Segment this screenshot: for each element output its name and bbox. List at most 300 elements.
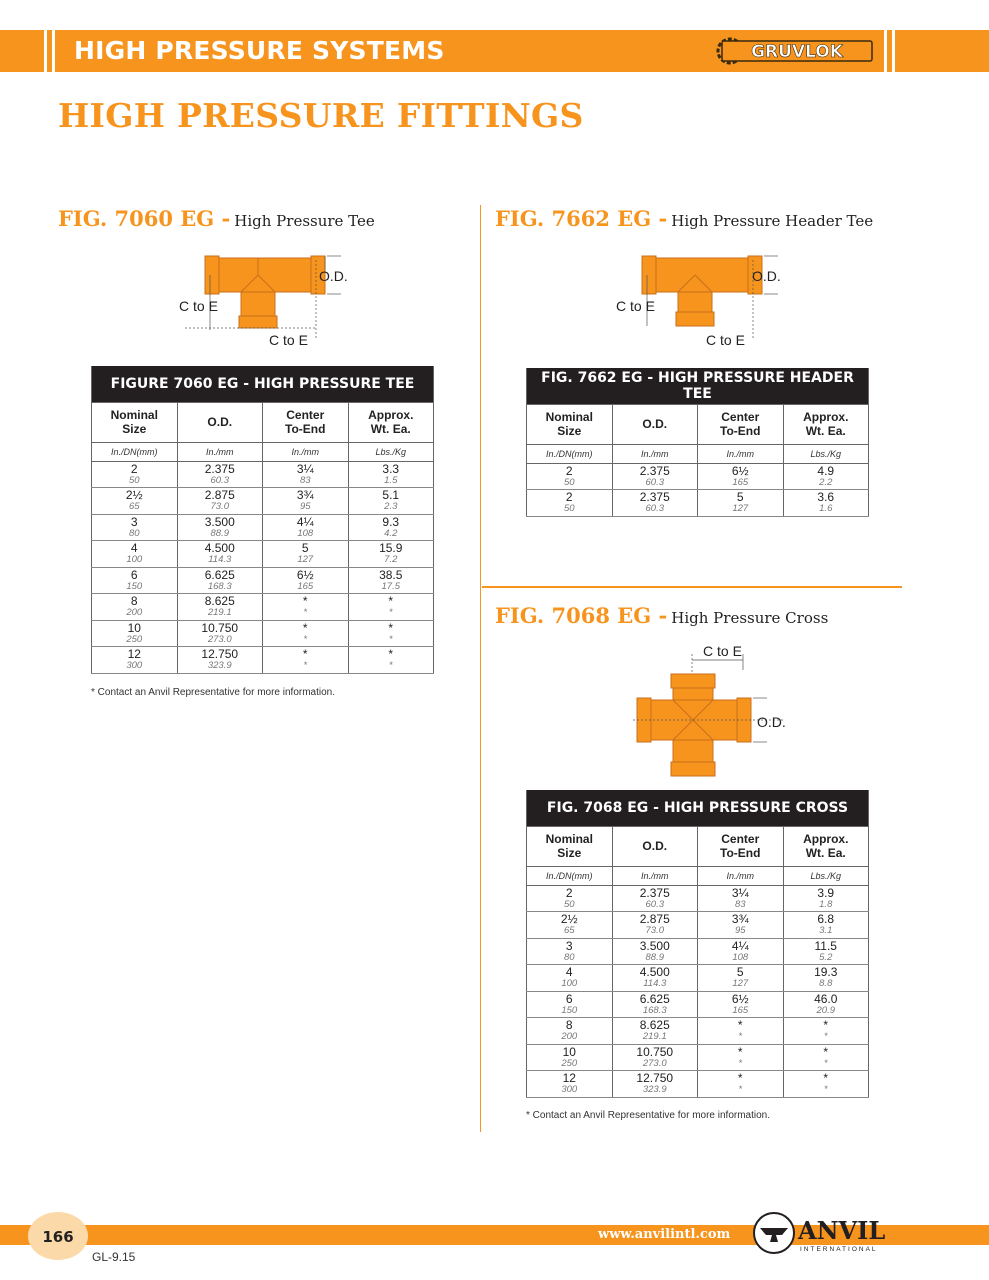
imperial-value: 6.625: [204, 567, 235, 582]
imperial-value: 10: [562, 1044, 576, 1059]
imperial-value: 6: [130, 567, 138, 582]
unit-label: In./mm: [177, 442, 263, 461]
fig-7060-title: FIG. 7060 EG -: [58, 206, 231, 231]
metric-value: 95: [299, 501, 311, 512]
table-cell: [263, 541, 349, 568]
metric-value: *: [388, 660, 393, 671]
imperial-value: 19.3: [814, 965, 838, 979]
imperial-value: 4: [565, 965, 573, 979]
unit-label: In./DN(mm): [92, 442, 178, 461]
table-cell: [612, 1044, 698, 1071]
table-cell: [612, 463, 698, 490]
fig-7068-subtitle: High Pressure Cross: [671, 609, 829, 627]
fig-7068-title: FIG. 7068 EG -: [495, 603, 668, 628]
table-row: [527, 1044, 869, 1071]
table-cell: [92, 541, 178, 568]
imperial-value: 3.500: [639, 938, 670, 953]
table-row: [92, 647, 434, 674]
metric-value: 2.2: [819, 476, 833, 488]
metric-value: 80: [563, 951, 575, 963]
table-cell: [263, 461, 349, 488]
imperial-value: 5: [301, 541, 309, 555]
table-cell: [177, 594, 263, 621]
table-cell: [177, 541, 263, 568]
metric-value: 150: [126, 580, 143, 592]
metric-value: 200: [561, 1031, 578, 1042]
unit-label: In./mm: [698, 444, 784, 463]
table-cell: [698, 912, 784, 939]
anvil-logo-subtext: INTERNATIONAL: [800, 1246, 878, 1253]
imperial-value: 3: [130, 514, 138, 529]
table-cell: [527, 938, 613, 965]
metric-value: 60.3: [645, 476, 664, 488]
metric-value: 127: [297, 554, 314, 565]
metric-value: 219.1: [207, 607, 232, 618]
imperial-value: 3: [565, 938, 573, 953]
imperial-value: 3¼: [731, 885, 749, 900]
fig-7662-heading: [495, 206, 873, 231]
table-cell: [783, 938, 869, 965]
metric-value: *: [303, 633, 308, 645]
table-cell: [263, 594, 349, 621]
metric-value: 273.0: [642, 1057, 667, 1069]
imperial-value: *: [302, 620, 308, 635]
table-cell: [783, 965, 869, 992]
table-row: [527, 938, 869, 965]
tee-od-label: O.D.: [319, 268, 348, 284]
table-cell: [263, 514, 349, 541]
metric-value: 3.1: [819, 925, 833, 936]
page-number: 166: [42, 1228, 74, 1246]
table-cell: [612, 991, 698, 1018]
metric-value: 1.5: [384, 474, 398, 486]
imperial-value: 2: [130, 461, 138, 476]
table-caption: FIG. 7662 EG - HIGH PRESSURE HEADER TEE: [527, 368, 869, 404]
metric-value: *: [738, 1084, 743, 1095]
column-header: O.D.: [612, 404, 698, 444]
metric-value: 65: [128, 501, 140, 512]
table-row: [527, 1071, 869, 1098]
metric-value: 8.8: [819, 978, 833, 989]
metric-value: 65: [563, 925, 575, 936]
table-cell: [527, 463, 613, 490]
table-cell: [783, 463, 869, 490]
metric-value: 250: [126, 633, 143, 645]
table-cell: [698, 938, 784, 965]
metric-value: 60.3: [645, 503, 664, 514]
table-cell: [92, 514, 178, 541]
imperial-value: 6½: [296, 567, 314, 582]
imperial-value: 8: [130, 594, 138, 608]
imperial-value: 4¼: [731, 938, 749, 953]
anvil-logo-text: ANVIL: [798, 1216, 886, 1245]
unit-label: In./mm: [612, 866, 698, 885]
imperial-value: 10.750: [636, 1044, 674, 1059]
imperial-value: *: [302, 594, 308, 608]
table-cell: [698, 490, 784, 517]
metric-value: *: [738, 1031, 743, 1042]
table-cell: [527, 991, 613, 1018]
table-row: [92, 514, 434, 541]
metric-value: 127: [732, 978, 749, 989]
metric-value: 60.3: [210, 474, 229, 486]
metric-value: *: [823, 1031, 828, 1042]
table-row: [527, 991, 869, 1018]
imperial-value: 2: [565, 885, 573, 900]
metric-value: 1.6: [819, 503, 833, 514]
table-cell: [783, 991, 869, 1018]
table-cell: [612, 912, 698, 939]
imperial-value: 3.500: [204, 514, 235, 529]
table-cell: [348, 620, 434, 647]
column-header: Approx. Wt. Ea.: [783, 826, 869, 866]
imperial-value: 12.750: [636, 1071, 674, 1085]
imperial-value: 2: [565, 490, 573, 504]
gruvlok-logo: [714, 36, 874, 66]
tee-c-to-e-left-label: C to E: [179, 298, 218, 314]
table-cell: [177, 567, 263, 594]
metric-value: 168.3: [207, 580, 232, 592]
metric-value: 95: [734, 925, 746, 936]
unit-label: In./mm: [612, 444, 698, 463]
metric-value: 323.9: [207, 660, 232, 671]
table-cell: [92, 647, 178, 674]
page-title: HIGH PRESSURE FITTINGS: [58, 96, 584, 135]
metric-value: 17.5: [381, 580, 400, 592]
table-cell: [92, 594, 178, 621]
table-row: [527, 885, 869, 912]
imperial-value: 8.625: [639, 1018, 670, 1032]
fig-7068-heading: [495, 603, 828, 628]
table-cell: [348, 514, 434, 541]
imperial-value: 8: [565, 1018, 573, 1032]
metric-value: 165: [732, 1004, 749, 1016]
table-row: [527, 965, 869, 992]
imperial-value: 38.5: [379, 567, 403, 582]
imperial-value: 2.375: [204, 461, 235, 476]
metric-value: 2.3: [384, 501, 398, 512]
table-cell: [348, 541, 434, 568]
imperial-value: *: [823, 1018, 829, 1032]
column-header: Nominal Size: [527, 826, 613, 866]
table-cell: [263, 567, 349, 594]
table-row: [92, 461, 434, 488]
table-cell: [612, 1071, 698, 1098]
metric-value: 300: [561, 1084, 578, 1095]
imperial-value: 15.9: [379, 541, 403, 555]
imperial-value: 6.625: [639, 991, 670, 1006]
metric-value: 150: [561, 1004, 578, 1016]
header-stripe: [892, 30, 895, 72]
table-cell: [527, 912, 613, 939]
table-row: [527, 1018, 869, 1045]
fig-7662-subtitle: High Pressure Header Tee: [671, 212, 874, 230]
table-caption: FIGURE 7060 EG - HIGH PRESSURE TEE: [92, 366, 434, 402]
metric-value: 88.9: [210, 527, 229, 539]
metric-value: 108: [732, 951, 749, 963]
imperial-value: 12: [562, 1071, 576, 1085]
metric-value: 300: [126, 660, 143, 671]
header-tee-od-label: O.D.: [752, 268, 781, 284]
imperial-value: 3.6: [817, 490, 835, 504]
metric-value: 114.3: [208, 554, 232, 565]
imperial-value: 6.8: [817, 912, 835, 926]
header-stripe: [44, 30, 47, 72]
tee-spec-table: [91, 366, 434, 674]
anvil-logo: [752, 1208, 910, 1258]
table-cell: [698, 991, 784, 1018]
table-cell: [698, 965, 784, 992]
imperial-value: 12: [127, 647, 141, 661]
imperial-value: 2.875: [639, 912, 670, 926]
table-cell: [527, 1044, 613, 1071]
metric-value: 7.2: [384, 554, 398, 565]
table-cell: [612, 938, 698, 965]
table-row: [92, 594, 434, 621]
table-cell: [177, 647, 263, 674]
table-cell: [612, 885, 698, 912]
metric-value: 50: [563, 503, 575, 514]
table-cell: [783, 1044, 869, 1071]
table-cell: [263, 647, 349, 674]
table-cell: [177, 461, 263, 488]
metric-value: 168.3: [642, 1004, 667, 1016]
column-header: Approx. Wt. Ea.: [783, 404, 869, 444]
table-cell: [698, 1071, 784, 1098]
metric-value: *: [823, 1057, 828, 1069]
unit-label: In./mm: [263, 442, 349, 461]
metric-value: 88.9: [645, 951, 664, 963]
imperial-value: 8.625: [204, 594, 235, 608]
table-cell: [348, 594, 434, 621]
metric-value: 4.2: [384, 527, 398, 539]
metric-value: 165: [297, 580, 314, 592]
imperial-value: *: [302, 647, 308, 661]
table-row: [527, 912, 869, 939]
section-divider: [482, 586, 902, 588]
metric-value: 1.8: [819, 898, 833, 910]
imperial-value: 11.5: [814, 938, 837, 953]
table-cell: [348, 488, 434, 515]
table-cell: [92, 488, 178, 515]
imperial-value: 12.750: [201, 647, 239, 661]
table-cell: [698, 1044, 784, 1071]
tee-c-to-e-bottom-label: C to E: [269, 332, 308, 348]
column-header: O.D.: [612, 826, 698, 866]
table-cell: [612, 1018, 698, 1045]
table-cell: [348, 461, 434, 488]
table-row: [92, 541, 434, 568]
imperial-value: 5: [736, 965, 744, 979]
table-cell: [783, 1018, 869, 1045]
unit-label: Lbs./Kg: [348, 442, 434, 461]
svg-text:GRUVLOK: GRUVLOK: [751, 42, 843, 62]
table-cell: [177, 620, 263, 647]
imperial-value: 4.9: [817, 463, 835, 478]
table-cell: [698, 1018, 784, 1045]
unit-label: Lbs./Kg: [783, 866, 869, 885]
tee-footnote: * Contact an Anvil Representative for more information.: [91, 687, 336, 698]
metric-value: 100: [561, 978, 578, 989]
imperial-value: 10: [127, 620, 141, 635]
metric-value: 250: [561, 1057, 578, 1069]
table-row: [527, 490, 869, 517]
table-cell: [612, 490, 698, 517]
metric-value: *: [388, 633, 393, 645]
metric-value: 50: [563, 898, 575, 910]
imperial-value: 46.0: [814, 991, 838, 1006]
metric-value: 165: [732, 476, 749, 488]
metric-value: 323.9: [642, 1084, 667, 1095]
table-row: [92, 620, 434, 647]
imperial-value: 2.875: [204, 488, 235, 502]
tee-diagram: [175, 250, 365, 350]
cross-c-to-e-label: C to E: [703, 643, 742, 659]
header-stripe: [884, 30, 887, 72]
metric-value: 273.0: [207, 633, 232, 645]
table-cell: [177, 488, 263, 515]
imperial-value: 5.1: [382, 488, 400, 502]
column-header: Center To-End: [698, 826, 784, 866]
table-row: [92, 488, 434, 515]
metric-value: 73.0: [210, 501, 229, 512]
imperial-value: *: [823, 1044, 829, 1059]
imperial-value: 3.9: [817, 885, 835, 900]
metric-value: 108: [297, 527, 314, 539]
imperial-value: 10.750: [201, 620, 239, 635]
cross-spec-table: [526, 790, 869, 1098]
imperial-value: 2.375: [639, 490, 670, 504]
imperial-value: 6½: [731, 991, 749, 1006]
unit-label: Lbs./Kg: [783, 444, 869, 463]
table-cell: [527, 1018, 613, 1045]
imperial-value: *: [388, 594, 394, 608]
header-tee-diagram: [612, 250, 802, 350]
table-cell: [527, 490, 613, 517]
fig-7662-title: FIG. 7662 EG -: [495, 206, 668, 231]
table-cell: [783, 885, 869, 912]
imperial-value: 3¼: [296, 461, 314, 476]
imperial-value: 4.500: [639, 965, 670, 979]
cross-diagram: [625, 640, 795, 785]
imperial-value: 4.500: [204, 541, 235, 555]
imperial-value: 2.375: [639, 885, 670, 900]
metric-value: 219.1: [642, 1031, 667, 1042]
table-cell: [527, 965, 613, 992]
table-cell: [348, 567, 434, 594]
fig-7060-subtitle: High Pressure Tee: [234, 212, 375, 230]
header-tee-c-to-e-bottom-label: C to E: [706, 332, 745, 348]
imperial-value: 9.3: [382, 514, 400, 529]
column-divider: [480, 205, 481, 1132]
table-row: [527, 463, 869, 490]
metric-value: *: [303, 607, 308, 618]
cross-footnote: * Contact an Anvil Representative for more information.: [526, 1110, 771, 1121]
metric-value: *: [823, 1084, 828, 1095]
website-link[interactable]: www.anvilintl.com: [598, 1227, 731, 1242]
column-header: Approx. Wt. Ea.: [348, 402, 434, 442]
table-cell: [698, 885, 784, 912]
metric-value: 127: [732, 503, 749, 514]
imperial-value: *: [737, 1044, 743, 1059]
table-row: [92, 567, 434, 594]
imperial-value: 6½: [731, 463, 749, 478]
imperial-value: *: [823, 1071, 829, 1085]
imperial-value: 4: [130, 541, 138, 555]
table-cell: [527, 885, 613, 912]
table-cell: [783, 490, 869, 517]
table-caption: FIG. 7068 EG - HIGH PRESSURE CROSS: [527, 790, 869, 826]
table-cell: [263, 620, 349, 647]
metric-value: 50: [563, 476, 575, 488]
imperial-value: 3.3: [382, 461, 400, 476]
column-header: Nominal Size: [92, 402, 178, 442]
table-cell: [783, 1071, 869, 1098]
table-cell: [612, 965, 698, 992]
metric-value: 100: [126, 554, 143, 565]
unit-label: In./DN(mm): [527, 866, 613, 885]
imperial-value: 4¼: [296, 514, 314, 529]
imperial-value: 6: [565, 991, 573, 1006]
table-cell: [92, 567, 178, 594]
column-header: Nominal Size: [527, 404, 613, 444]
metric-value: 80: [128, 527, 140, 539]
imperial-value: 5: [736, 490, 744, 504]
metric-value: 50: [128, 474, 140, 486]
header-tee-c-to-e-left-label: C to E: [616, 298, 655, 314]
header-stripe: [52, 30, 55, 72]
table-cell: [92, 461, 178, 488]
table-cell: [348, 647, 434, 674]
metric-value: *: [303, 660, 308, 671]
imperial-value: *: [388, 647, 394, 661]
table-cell: [783, 912, 869, 939]
metric-value: 83: [299, 474, 311, 486]
fig-7060-heading: [58, 206, 375, 231]
metric-value: 5.2: [819, 951, 833, 963]
metric-value: 114.3: [643, 978, 667, 989]
metric-value: 83: [734, 898, 746, 910]
table-cell: [263, 488, 349, 515]
imperial-value: 2: [565, 463, 573, 478]
imperial-value: 2.375: [639, 463, 670, 478]
metric-value: 200: [126, 607, 143, 618]
imperial-value: 2½: [560, 912, 578, 926]
cross-od-label: O.D.: [757, 714, 786, 730]
imperial-value: 2½: [125, 488, 143, 502]
metric-value: 73.0: [645, 925, 664, 936]
doc-code: GL-9.15: [92, 1250, 136, 1264]
imperial-value: *: [388, 620, 394, 635]
imperial-value: *: [737, 1018, 743, 1032]
imperial-value: *: [737, 1071, 743, 1085]
imperial-value: 3¾: [731, 912, 749, 926]
section-title: HIGH PRESSURE SYSTEMS: [74, 36, 445, 65]
column-header: O.D.: [177, 402, 263, 442]
metric-value: 20.9: [816, 1004, 835, 1016]
table-cell: [177, 514, 263, 541]
unit-label: In./mm: [698, 866, 784, 885]
table-cell: [698, 463, 784, 490]
unit-label: In./DN(mm): [527, 444, 613, 463]
imperial-value: 3¾: [296, 488, 314, 502]
table-cell: [527, 1071, 613, 1098]
metric-value: *: [388, 607, 393, 618]
metric-value: *: [738, 1057, 743, 1069]
metric-value: 60.3: [645, 898, 664, 910]
table-cell: [92, 620, 178, 647]
header-tee-spec-table: [526, 368, 869, 517]
